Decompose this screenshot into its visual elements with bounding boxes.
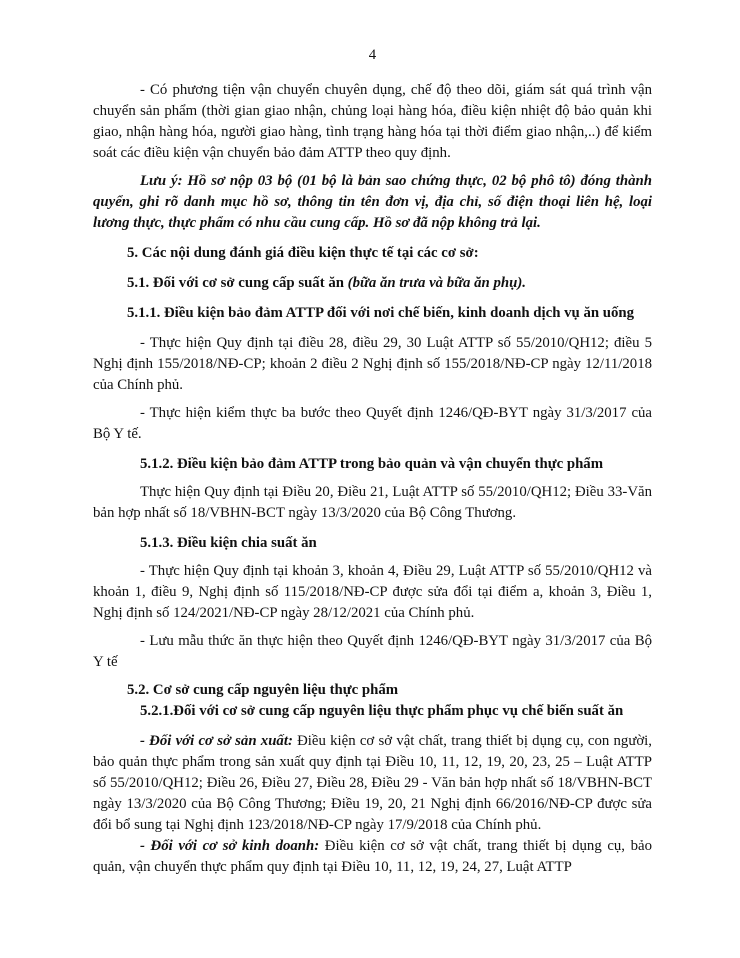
page-number: 4: [368, 47, 377, 63]
note-paragraph: Lưu ý: Hồ sơ nộp 03 bộ (01 bộ là bản sao chứng thực, 02 bộ phô tô) đóng thành quyển, ghi rõ danh mục hồ sơ, thông tin tên đơn vị, địa chỉ, số điện thoại liên hệ, loại lương thực, thực phẩm có nhu cầu cung cấp. Hồ sơ đã nộp không trả lại.: [93, 173, 652, 231]
heading-5-1-2: 5.1.2. Điều kiện bảo đảm ATTP trong bảo quản và vận chuyển thực phẩm: [140, 456, 604, 472]
paragraph-production: [93, 731, 652, 836]
business-text: Điều kiện cơ sở vật chất, trang thiết bị dụng cụ, bảo quản, vận chuyển thực phẩm quy định tại Điều 10, 11, 12, 19, 24, 27, Luật ATTP: [93, 838, 652, 875]
heading-5-2-1: 5.2.1.Đối với cơ sở cung cấp nguyên liệu thực phẩm phục vụ chế biến suất ăn: [140, 703, 624, 719]
production-text: Điều kiện cơ sở vật chất, trang thiết bị dụng cụ, con người, bảo quản thực phẩm trong sản xuất quy định tại Điều 10, 11, 12, 19, 20, 23, 25 – Luật ATTP số 55/2010/QH12; Điều 26, Điều 27, Điều 28, Điều 29 - Văn bản hợp nhất số 18/VBHN-BCT ngày 13/3/2020 của Bộ Công Thương; Điều 19, 20, 21 Nghị định 66/2016/NĐ-CP được sửa đổi bổ sung tại Nghị định 123/2018/NĐ-CP ngày 17/9/2018 của Chính phủ.: [93, 733, 652, 833]
paragraph-5-1-2: Thực hiện Quy định tại Điều 20, Điều 21, Luật ATTP số 55/2010/QH12; Điều 33-Văn bản hợp nhất số 18/VBHN-BCT ngày 13/3/2020 của Bộ Công Thương.: [93, 484, 652, 521]
heading-5-1: [93, 273, 652, 294]
paragraph-business: [93, 836, 652, 878]
heading-5-1-1: 5.1.1. Điều kiện bảo đảm ATTP đối với nơi chế biến, kinh doanh dịch vụ ăn uống: [127, 305, 635, 321]
production-label: - Đối với cơ sở sản xuất:: [140, 733, 293, 749]
paragraph-5-1-3-a: - Thực hiện Quy định tại khoản 3, khoản 4, Điều 29, Luật ATTP số 55/2010/QH12 và khoản 1, điều 9, Nghị định số 115/2018/NĐ-CP được sửa đổi tại điểm a, khoản 3, Điều 1, Nghị định số 124/2021/NĐ-CP ngày 28/12/2021 của Chính phủ.: [93, 563, 652, 621]
paragraph-5-1-1-a: - Thực hiện Quy định tại điều 28, điều 29, 30 Luật ATTP số 55/2010/QH12; điều 5 Nghị định 155/2018/NĐ-CP; khoản 2 điều 2 Nghị định số 155/2018/NĐ-CP ngày 12/11/2018 của Chính phủ.: [93, 335, 652, 393]
heading-5-1-bold: 5.1. Đối với cơ sở cung cấp suất ăn: [127, 275, 344, 291]
paragraph-transport: - Có phương tiện vận chuyển chuyên dụng, chế độ theo dõi, giám sát quá trình vận chuyển sản phẩm (thời gian giao nhận, chủng loại hàng hóa, điều kiện nhiệt độ bảo quản khi giao, nhận hàng hóa, người giao hàng, tình trạng hàng hóa tại thời điểm giao nhận,..) để kiểm soát các điều kiện vận chuyển bảo đảm ATTP theo quy định.: [93, 82, 652, 161]
heading-5-2: 5.2. Cơ sở cung cấp nguyên liệu thực phẩm: [127, 682, 399, 698]
heading-5-1-3: 5.1.3. Điều kiện chia suất ăn: [140, 535, 317, 551]
paragraph-5-1-3-b: - Lưu mẫu thức ăn thực hiện theo Quyết định 1246/QĐ-BYT ngày 31/3/2017 của Bộ Y tế: [93, 633, 652, 670]
business-label: - Đối với cơ sở kinh doanh:: [140, 838, 320, 854]
heading-5: 5. Các nội dung đánh giá điều kiện thực tế tại các cơ sở:: [127, 245, 479, 261]
heading-5-1-italic: (bữa ăn trưa và bữa ăn phụ).: [343, 275, 526, 291]
paragraph-5-1-1-b: - Thực hiện kiểm thực ba bước theo Quyết định 1246/QĐ-BYT ngày 31/3/2017 của Bộ Y tế.: [93, 405, 652, 442]
